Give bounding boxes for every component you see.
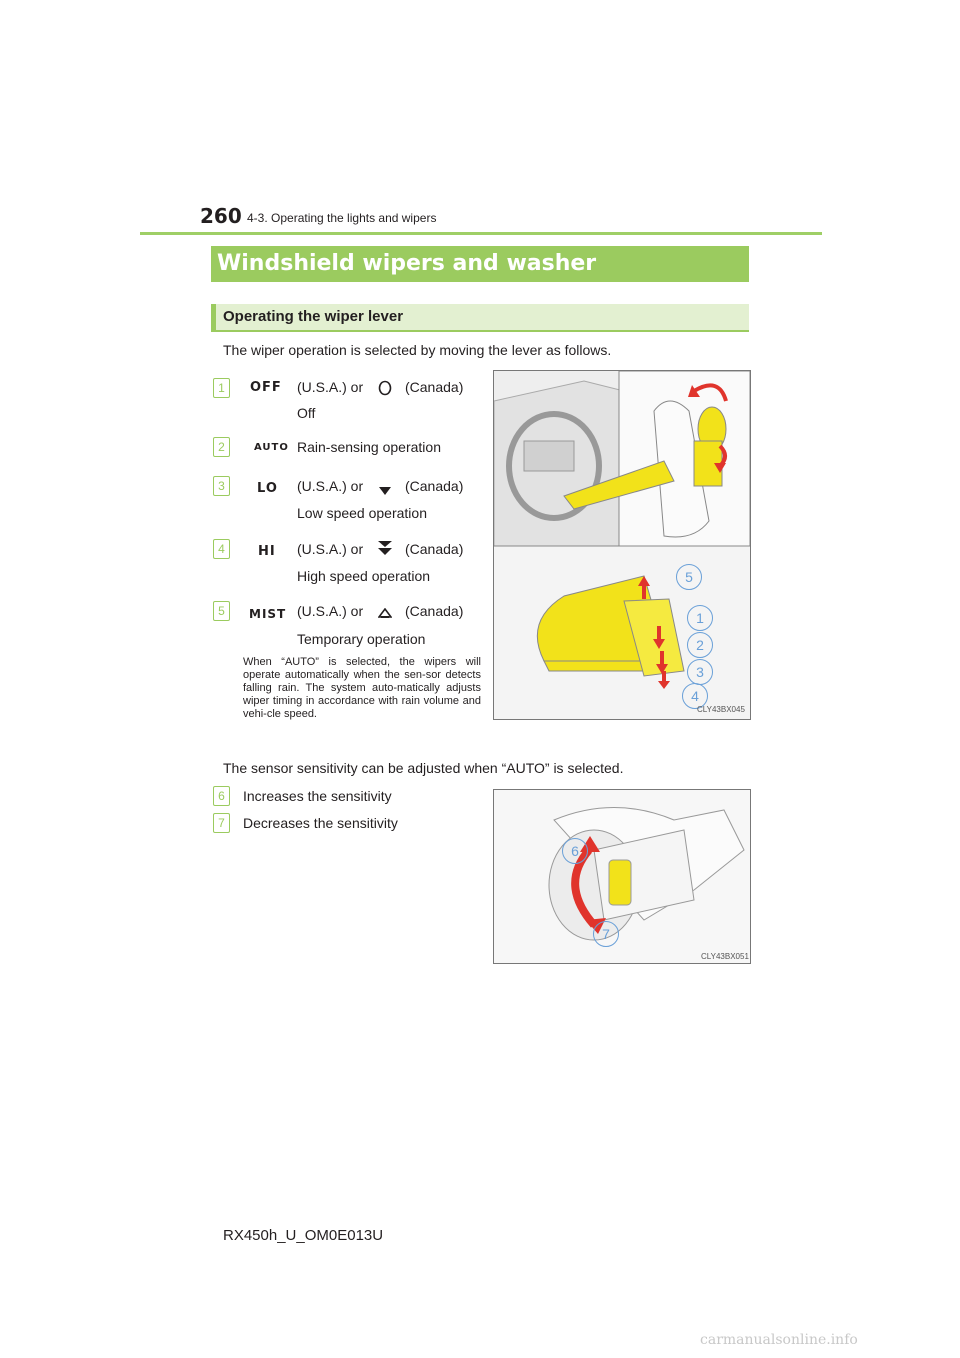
item-3-canada: (Canada) bbox=[405, 478, 464, 494]
sensitivity-dial-illustration bbox=[494, 790, 750, 963]
item-number-7: 7 bbox=[213, 813, 230, 833]
callout-7: 7 bbox=[593, 921, 619, 947]
callout-5: 5 bbox=[676, 564, 702, 590]
footer-doc-id: RX450h_U_OM0E013U bbox=[223, 1227, 384, 1244]
item-2-desc: Rain-sensing operation bbox=[297, 439, 441, 455]
header-rule bbox=[140, 232, 822, 235]
intro-text: The wiper operation is selected by moving the lever as follows. bbox=[223, 342, 612, 358]
subheading: Operating the wiper lever bbox=[223, 308, 404, 325]
hi-symbol: HI bbox=[258, 544, 276, 559]
circle-off-icon bbox=[378, 380, 392, 401]
page-title: Windshield wipers and washer bbox=[217, 251, 597, 276]
mist-symbol: MIST bbox=[249, 607, 287, 621]
page-number: 260 bbox=[200, 204, 242, 228]
off-symbol: OFF bbox=[250, 380, 282, 395]
callout-4: 4 bbox=[682, 683, 708, 709]
item-number-1: 1 bbox=[213, 378, 230, 398]
sensitivity-intro: The sensor sensitivity can be adjusted when “AUTO” is selected. bbox=[223, 760, 624, 776]
item-number-2: 2 bbox=[213, 437, 230, 457]
callout-6: 6 bbox=[562, 838, 588, 864]
item-3-desc: Low speed operation bbox=[297, 505, 427, 521]
item-4-usa: (U.S.A.) or bbox=[297, 541, 364, 557]
auto-note: When “AUTO” is selected, the wipers will operate automatically when the sen-sor detects falling rain. The system auto-matically adjusts wiper timing in accordance with rain volume and vehi-cle speed. bbox=[243, 656, 481, 720]
lo-symbol: LO bbox=[257, 481, 278, 496]
decrease-sensitivity-text: Decreases the sensitivity bbox=[243, 815, 398, 831]
item-number-5: 5 bbox=[213, 601, 230, 621]
item-1-desc: Off bbox=[297, 405, 316, 421]
item-5-usa: (U.S.A.) or bbox=[297, 603, 364, 619]
sensitivity-figure bbox=[493, 789, 751, 964]
figure-2-code: CLY43BX051 bbox=[701, 952, 749, 961]
item-number-6: 6 bbox=[213, 786, 230, 806]
item-5-canada: (Canada) bbox=[405, 603, 464, 619]
item-5-desc: Temporary operation bbox=[297, 631, 426, 647]
callout-1: 1 bbox=[687, 605, 713, 631]
item-4-desc: High speed operation bbox=[297, 568, 431, 584]
subheading-stripe bbox=[211, 304, 216, 332]
subheading-bar bbox=[211, 304, 749, 332]
auto-symbol: AUTO bbox=[254, 442, 289, 453]
double-chevron-down-icon bbox=[377, 540, 393, 561]
single-chevron-down-icon bbox=[378, 483, 392, 501]
callout-2: 2 bbox=[687, 632, 713, 658]
heading-bar bbox=[211, 246, 749, 282]
watermark: carmanualsonline.info bbox=[700, 1332, 858, 1348]
item-4-canada: (Canada) bbox=[405, 541, 464, 557]
increase-sensitivity-text: Increases the sensitivity bbox=[243, 788, 392, 804]
figure-1-code: CLY43BX045 bbox=[697, 705, 745, 714]
item-number-3: 3 bbox=[213, 476, 230, 496]
item-3-usa: (U.S.A.) or bbox=[297, 478, 364, 494]
chevron-up-icon bbox=[378, 605, 392, 623]
section-title: 4-3. Operating the lights and wipers bbox=[247, 211, 437, 225]
item-1-canada: (Canada) bbox=[405, 379, 464, 395]
item-1-usa: (U.S.A.) or bbox=[297, 379, 364, 395]
callout-3: 3 bbox=[687, 659, 713, 685]
item-number-4: 4 bbox=[213, 539, 230, 559]
wiper-lever-figure bbox=[493, 370, 751, 720]
